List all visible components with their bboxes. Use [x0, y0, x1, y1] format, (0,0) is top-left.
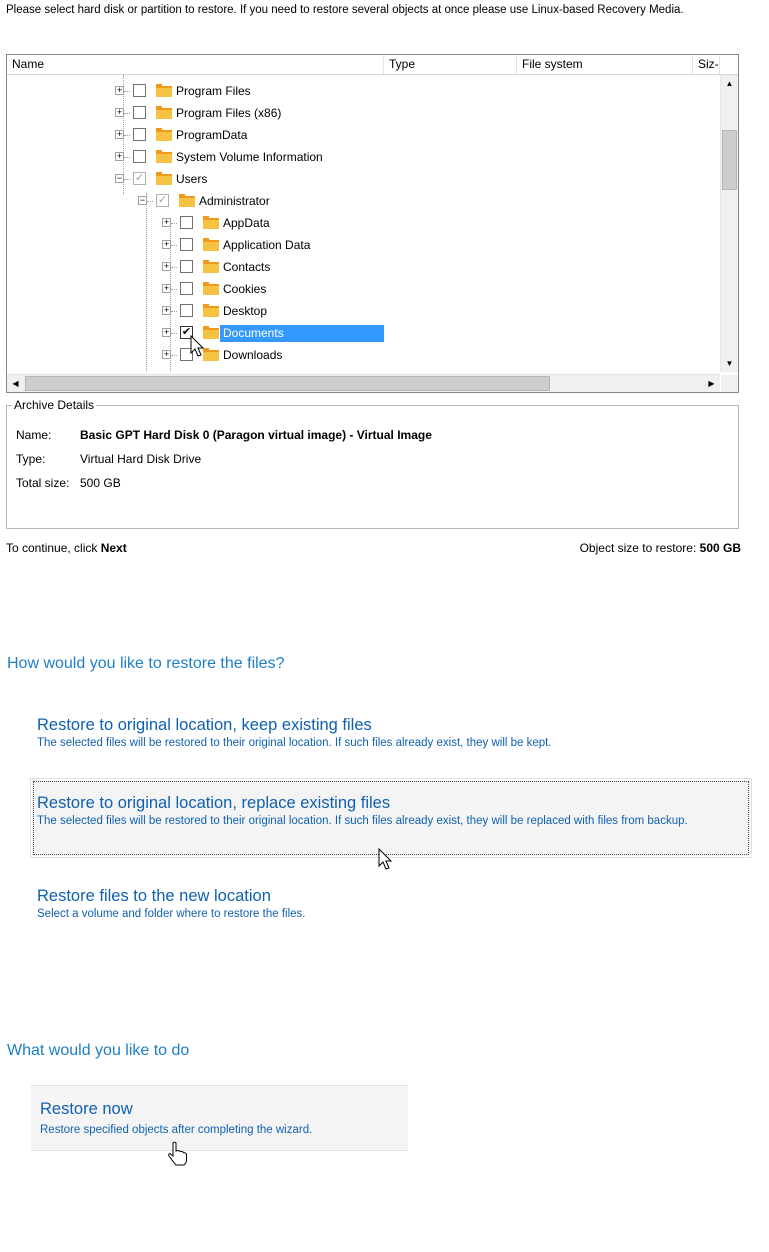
object-size-info — [580, 541, 741, 555]
tree-item-label: Desktop — [223, 304, 268, 318]
tree-row-cookies[interactable] — [7, 279, 720, 300]
column-size[interactable]: Siz‐ — [693, 55, 720, 74]
expand-icon[interactable]: + — [116, 107, 123, 117]
checkbox[interactable] — [180, 282, 193, 295]
tree-connector — [171, 245, 177, 246]
vertical-scroll-thumb[interactable] — [722, 130, 737, 190]
option-replace-title: Restore to original location, replace existing files — [37, 794, 391, 812]
checkbox[interactable] — [180, 216, 193, 229]
checkbox[interactable] — [180, 260, 193, 273]
scroll-up-arrow-icon[interactable]: ▲ — [721, 75, 738, 92]
folder-icon — [203, 218, 219, 229]
collapse-icon[interactable]: − — [116, 173, 123, 183]
collapse-icon[interactable]: − — [139, 195, 146, 205]
folder-icon — [203, 306, 219, 317]
tree-connector — [147, 201, 153, 202]
tree-row-downloads[interactable] — [7, 345, 720, 366]
object-size-value: 500 GB — [699, 541, 741, 555]
column-name[interactable]: Name — [7, 55, 384, 74]
expand-icon[interactable]: + — [163, 349, 170, 359]
folder-icon — [156, 130, 172, 141]
option-keep-title: Restore to original location, keep existing files — [37, 716, 372, 734]
tree-column-header — [7, 55, 738, 75]
horizontal-scroll-thumb[interactable] — [25, 376, 550, 391]
checkbox-checked[interactable]: ✔ — [181, 326, 192, 338]
expand-icon[interactable]: + — [163, 283, 170, 293]
details-name-value: Basic GPT Hard Disk 0 (Paragon virtual image) - Virtual Image — [80, 428, 432, 442]
tree-item-label: AppData — [223, 216, 270, 230]
column-type[interactable]: Type — [384, 55, 517, 74]
mouse-pointer-icon — [190, 335, 206, 359]
expand-icon[interactable]: + — [163, 239, 170, 249]
option-new-location-title: Restore files to the new location — [37, 887, 271, 905]
scroll-right-arrow-icon[interactable]: ▶ — [703, 375, 720, 392]
tree-row-users[interactable] — [7, 169, 720, 190]
tree-item-label: Application Data — [223, 238, 311, 252]
tree-item-label: Cookies — [223, 282, 267, 296]
option-new-location[interactable] — [37, 887, 737, 921]
object-size-label: Object size to restore: — [579, 541, 700, 555]
hand-pointer-icon — [166, 1141, 188, 1167]
checkbox[interactable] — [133, 128, 146, 141]
folder-icon — [156, 152, 172, 163]
tree-row-program-files-x86[interactable] — [7, 103, 720, 124]
tree-row-appdata[interactable] — [7, 213, 720, 234]
folder-icon — [179, 196, 195, 207]
folder-icon — [203, 262, 219, 273]
expand-icon[interactable]: + — [116, 85, 123, 95]
continue-hint — [6, 541, 127, 555]
tree-row-documents[interactable] — [7, 323, 720, 344]
tree-connector — [171, 267, 177, 268]
instruction-text: Please select hard disk or partition to restore. If you need to restore several objects at once please use Linux-based Recovery Media. — [6, 4, 684, 16]
scroll-left-arrow-icon[interactable]: ◀ — [7, 375, 24, 392]
continue-next: Next — [100, 541, 127, 555]
tree-item-label: Program Files (x86) — [176, 106, 282, 120]
tree-item-label: Program Files — [176, 84, 251, 98]
action-heading: What would you like to do — [7, 1042, 190, 1059]
scrollbar-corner — [721, 375, 738, 392]
expand-icon[interactable]: + — [163, 305, 170, 315]
restore-now-title: Restore now — [40, 1100, 133, 1118]
tree-connector — [171, 223, 177, 224]
details-type-value: Virtual Hard Disk Drive — [80, 452, 202, 466]
vertical-scrollbar[interactable] — [720, 75, 738, 372]
checkbox-partial[interactable]: ✓ — [134, 172, 145, 184]
details-size-label: Total size: — [16, 476, 70, 490]
option-new-location-desc: Select a volume and folder where to restore the files. — [37, 908, 306, 920]
option-keep-existing[interactable] — [37, 716, 737, 750]
tree-item-label: Downloads — [223, 348, 283, 362]
details-size-value: 500 GB — [80, 476, 121, 490]
checkbox[interactable] — [180, 238, 193, 251]
archive-details-group — [6, 405, 739, 529]
option-keep-desc: The selected files will be restored to their original location. If such files already exist, they will be kept. — [37, 737, 552, 749]
restore-method-heading: How would you like to restore the files? — [7, 655, 285, 672]
expand-icon[interactable]: + — [163, 261, 170, 271]
tree-rows — [7, 75, 720, 372]
folder-icon — [156, 86, 172, 97]
horizontal-scrollbar[interactable] — [7, 374, 720, 392]
folder-icon — [203, 284, 219, 295]
column-file-system[interactable]: File system — [517, 55, 693, 74]
checkbox[interactable] — [180, 304, 193, 317]
tree-item-label: Contacts — [223, 260, 271, 274]
tree-item-label: Users — [176, 172, 208, 186]
checkbox[interactable] — [133, 84, 146, 97]
tree-row-administrator[interactable] — [7, 191, 720, 212]
folder-icon — [156, 108, 172, 119]
tree-row-program-files[interactable] — [7, 81, 720, 102]
checkbox-partial[interactable]: ✓ — [157, 194, 168, 206]
tree-item-label: Administrator — [199, 194, 270, 208]
tree-row-application-data[interactable] — [7, 235, 720, 256]
expand-icon[interactable]: + — [116, 129, 123, 139]
mouse-pointer-icon — [378, 848, 394, 872]
restore-now-desc: Restore specified objects after completing the wizard. — [40, 1124, 313, 1136]
tree-row-desktop[interactable] — [7, 301, 720, 322]
tree-item-label: ProgramData — [176, 128, 248, 142]
tree-row-system-volume-information[interactable] — [7, 147, 720, 168]
tree-connector — [171, 311, 177, 312]
tree-connector — [171, 289, 177, 290]
folder-icon — [156, 174, 172, 185]
checkbox[interactable] — [133, 106, 146, 119]
details-type-label: Type: — [16, 452, 46, 466]
option-replace-desc: The selected files will be restored to their original location. If such files already exist, they will be replaced with files from backup. — [37, 815, 688, 827]
expand-icon[interactable]: + — [163, 327, 170, 337]
continue-prefix: To continue, click — [6, 541, 101, 555]
folder-icon — [203, 240, 219, 251]
tree-connector — [171, 355, 177, 356]
tree-connector — [124, 91, 130, 92]
tree-row-programdata[interactable] — [7, 125, 720, 146]
tree-connector — [124, 179, 130, 180]
checkbox[interactable] — [133, 150, 146, 163]
tree-row-contacts[interactable] — [7, 257, 720, 278]
tree-item-label-selected: Documents — [220, 325, 384, 342]
option-replace-existing[interactable] — [37, 794, 737, 828]
tree-item-label: System Volume Information — [176, 150, 323, 164]
details-name-label: Name: — [16, 428, 52, 442]
tree-connector — [171, 333, 177, 334]
expand-icon[interactable]: + — [163, 217, 170, 227]
tree-connector — [124, 113, 130, 114]
tree-connector — [124, 157, 130, 158]
disk-tree-view[interactable] — [6, 54, 739, 393]
scroll-down-arrow-icon[interactable]: ▼ — [721, 355, 738, 372]
expand-icon[interactable]: + — [116, 151, 123, 161]
archive-details-title: Archive Details — [14, 398, 95, 412]
restore-now-option[interactable] — [31, 1085, 408, 1151]
tree-connector — [124, 135, 130, 136]
